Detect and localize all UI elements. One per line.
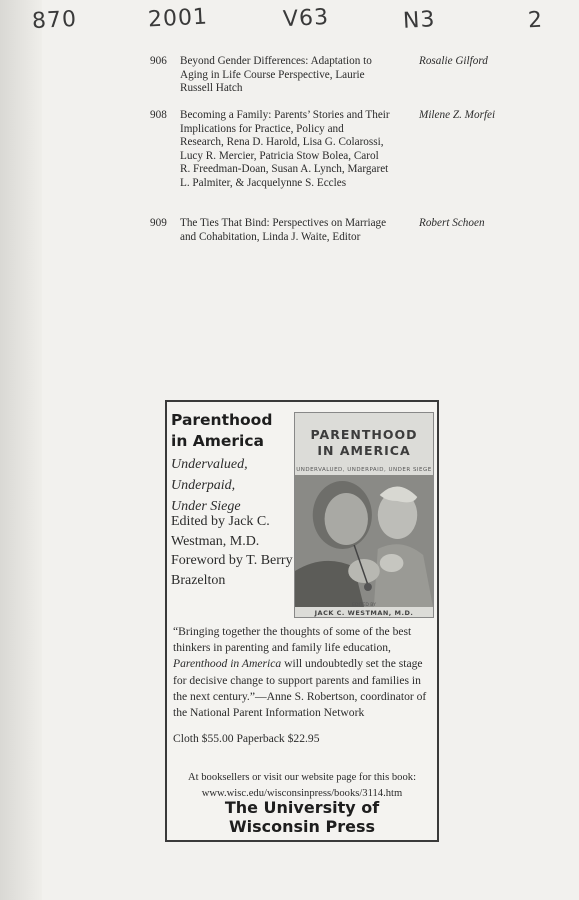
handwritten-note: 2 [527,7,544,34]
reviewer-name: Rosalie Gilford [419,55,488,67]
publisher-name [167,798,437,836]
list-item [150,217,550,259]
entry-page-number: 909 [150,217,167,229]
cover-title [295,427,433,459]
cover-title-line: IN AMERICA [317,443,411,458]
ad-book-subtitle [171,454,248,517]
ad-subtitle-line: Underpaid, [171,478,236,493]
cover-edited-by: EDITED BY [352,603,376,608]
handwritten-note: V63 [282,4,330,33]
cover-photo [295,475,433,607]
ad-book-title [171,410,272,452]
page-shadow [0,0,42,900]
quote-text: will undoubtedly set the stage for decisive change to support parents and families in the next century.”—Anne S. Robertson, coordinator of the National Parent Information Network [173,657,427,720]
ad-title-line: in America [171,432,265,450]
cover-subtitle: UNDERVALUED, UNDERPAID, UNDER SIEGE [296,467,432,473]
publisher-line: The University of [224,798,380,817]
cover-author: JACK C. WESTMAN, M.D. [314,609,414,617]
reviewer-name: Robert Schoen [419,217,485,229]
book-advertisement [165,400,439,842]
list-item [150,109,550,205]
endorsement-quote [173,624,435,721]
entry-page-number: 908 [150,109,167,121]
availability-text: At booksellers or visit our website page for this book: [187,772,417,783]
book-title: The Ties That Bind: Perspectives on Marriage and Cohabitation, Linda J. Waite, Editor [180,217,387,243]
ad-subtitle-line: Undervalued, [171,457,248,472]
book-cover-image [294,412,434,618]
handwritten-note: N3 [402,7,437,34]
book-review-list [150,55,550,271]
cover-title-line: PARENTHOOD [310,427,418,442]
reviewer-name: Milene Z. Morfei [419,109,496,121]
list-item [150,55,550,97]
book-title: Beyond Gender Differences: Adaptation to Aging in Life Course Perspective, Laurie Russell Hatch [180,55,372,95]
ad-title-line: Parenthood [171,411,273,429]
website-url: www.wisc.edu/wisconsinpress/books/3114.htm [201,788,403,799]
quote-book-title: Parenthood in America [173,657,282,671]
handwritten-note: 870 [31,6,78,35]
handwritten-note: 2001 [147,4,209,33]
ad-subtitle-line: Under Siege [171,499,241,514]
quote-text: “Bringing together the thoughts of some of the best thinkers in parenting and family life education, [173,625,412,655]
price-info: Cloth $55.00 Paperback $22.95 [173,732,320,745]
entry-page-number: 906 [150,55,167,67]
book-title: Becoming a Family: Parents’ Stories and Their Implications for Practice, Policy and Research, Rena D. Harold, Lisa G. Colarossi, Lucy R. Mercier, Patricia Stow Bolea, Carol R. Freedman-Doan, Susan A. Lynch, Margaret L. Palmiter, & Jacquelynne S. Eccles [180,109,390,189]
publisher-line: Wisconsin Press [228,817,375,836]
ad-credits: Edited by Jack C. Westman, M.D. Foreword by T. Berry Brazelton [171,514,293,588]
